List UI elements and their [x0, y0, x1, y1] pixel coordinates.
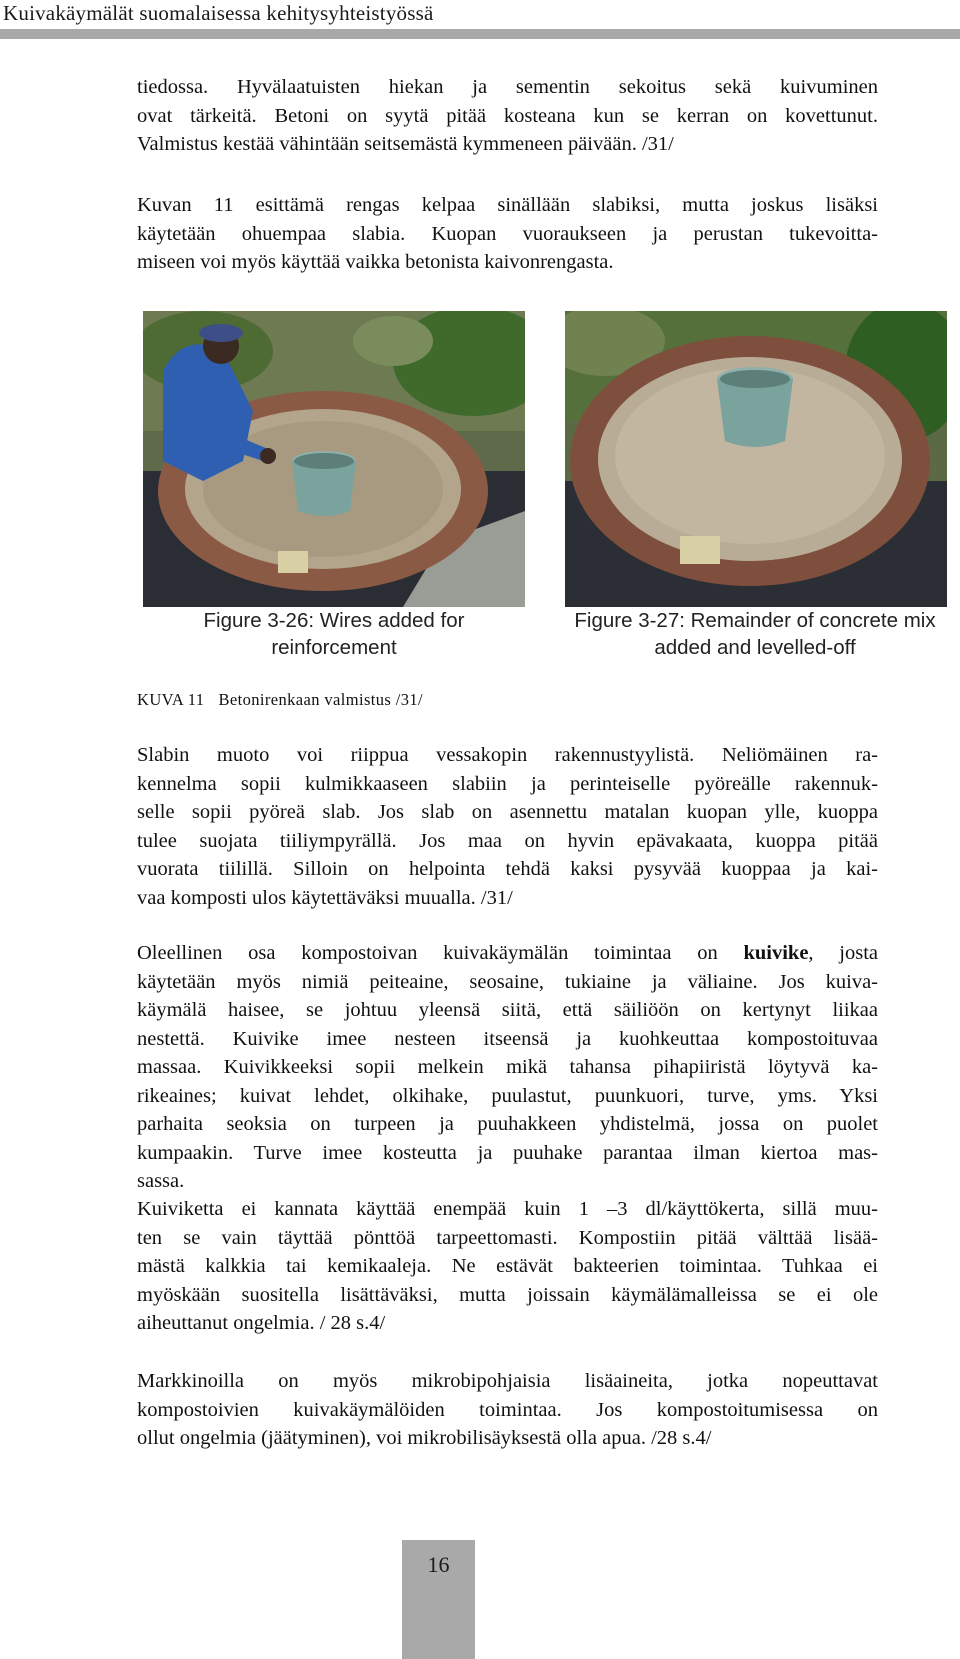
figure-pair — [143, 311, 947, 661]
page-header — [0, 0, 960, 40]
paragraph-2 — [137, 191, 878, 277]
paragraph-3 — [137, 741, 878, 912]
caption-line: added and levelled-off — [654, 636, 856, 659]
paragraph-5 — [137, 1195, 878, 1338]
text-line: käytetään ohuempaa slabia. Kuopan vuoraukseen ja perustan tukevoitta- — [137, 222, 878, 245]
text-line: Kuiviketta ei kannata käyttää enempää kuin 1 –3 dl/käyttökerta, sillä muu- — [137, 1198, 878, 1220]
header-rule — [0, 29, 960, 39]
text-line: nestettä. Kuivike imee nesteen itseensä ja kuohkeuttaa kompostoituvaa — [137, 1027, 878, 1050]
text-line: selle sopii pyöreä slab. Jos slab on asennettu matalan kuopan ylle, kuoppa — [137, 801, 878, 823]
paragraph-1 — [137, 73, 878, 159]
text-line: ten se vain täyttää pönttöä tarpeettomasti. Kompostiin pitää välttää lisää- — [137, 1226, 878, 1249]
text-line: miseen voi myös käyttää vaikka betonista kaivonrengasta. — [137, 251, 614, 273]
caption-line: reinforcement — [271, 636, 397, 659]
caption-line: Figure 3-27: Remainder of concrete mix — [574, 609, 936, 632]
text-line: käymälä haisee, se johtuu yleensä siitä, että säiliöön on kertynyt liikaa — [137, 999, 878, 1021]
text-fragment: Oleellinen osa kompostoivan kuivakäymälän toimintaa on — [137, 942, 744, 964]
paragraph-6 — [137, 1367, 878, 1453]
figure-caption-left — [143, 607, 525, 661]
text-line: kumpaakin. Turve imee kosteutta ja puuhake parantaa ilman kiertoa mas- — [137, 1141, 878, 1164]
figure-title: Betonirenkaan valmistus /31/ — [218, 690, 424, 709]
text-line: ollut ongelmia (jäätyminen), voi mikrobilisäyksestä olla apua. /28 s.4/ — [137, 1427, 712, 1449]
text-line: käytetään myös nimiä peiteaine, seosaine, tukiaine ja väliaine. Jos kuiva- — [137, 970, 878, 993]
photo-concrete-levelled — [565, 311, 947, 607]
text-line — [137, 939, 878, 968]
text-line: tiedossa. Hyvälaatuisten hiekan ja sementin sekoitus sekä kuivuminen — [137, 76, 878, 98]
text-fragment: , josta — [808, 942, 879, 964]
text-line: myöskään suositella lisättäväksi, mutta joissain käymälämalleissa se ei ole — [137, 1283, 878, 1306]
text-line: massaa. Kuivikkeeksi sopii melkein mikä tahansa pihapiiristä löytyvä ka- — [137, 1056, 878, 1078]
figure-label — [137, 690, 423, 710]
figure-caption-right — [553, 607, 957, 661]
text-line: kompostoivien kuivakäymälöiden toimintaa. Jos kompostoitumisessa on — [137, 1398, 878, 1421]
page-number: 16 — [427, 1552, 450, 1577]
page-number-box — [402, 1540, 475, 1659]
text-line: tulee suojata tiiliympyrällä. Jos maa on hyvin epävakaata, kuoppa pitää — [137, 829, 878, 852]
text-line: rikeaines; kuivat lehdet, olkihake, puulastut, puunkuori, turve, yms. Yksi — [137, 1084, 878, 1107]
text-line: Markkinoilla on myös mikrobipohjaisia lisäaineita, jotka nopeuttavat — [137, 1370, 878, 1392]
keyword-kuivike: kuivike — [743, 942, 809, 964]
text-line: Kuvan 11 esittämä rengas kelpaa sinällään slabiksi, mutta joskus lisäksi — [137, 194, 878, 216]
text-line: aiheuttanut ongelmia. / 28 s.4/ — [137, 1312, 386, 1334]
paragraph-4 — [137, 939, 878, 1196]
caption-line: Figure 3-26: Wires added for — [203, 609, 465, 632]
header-title: Kuivakäymälät suomalaisessa kehitysyhteistyössä — [3, 1, 434, 25]
text-line: ovat tärkeitä. Betoni on syytä pitää kosteana kun se kerran on kovettunut. — [137, 104, 878, 127]
text-line: vaa komposti ulos käytettäväksi muualla. /31/ — [137, 886, 513, 909]
text-line: sassa. — [137, 1170, 185, 1192]
photo-wires-reinforcement — [143, 311, 525, 607]
text-line: Valmistus kestää vähintään seitsemästä kymmeneen päivään. /31/ — [137, 133, 674, 155]
text-line: mästä kalkkia tai kemikaaleja. Ne estävät bakteerien toimintaa. Tuhkaa ei — [137, 1255, 878, 1277]
text-line: Slabin muoto voi riippua vessakopin rakennustyylistä. Neliömäinen ra- — [137, 744, 878, 766]
figure-number: KUVA 11 — [137, 690, 205, 709]
text-line: kennelma sopii kulmikkaaseen slabiin ja perinteiselle pyöreälle rakennuk- — [137, 772, 878, 795]
text-line: vuorata tiilillä. Silloin on helpointa tehdä kaksi pysyvää kuoppaa ja kai- — [137, 858, 878, 880]
text-line: parhaita seoksia on turpeen ja puuhakkeen yhdistelmä, jossa on puolet — [137, 1113, 878, 1135]
